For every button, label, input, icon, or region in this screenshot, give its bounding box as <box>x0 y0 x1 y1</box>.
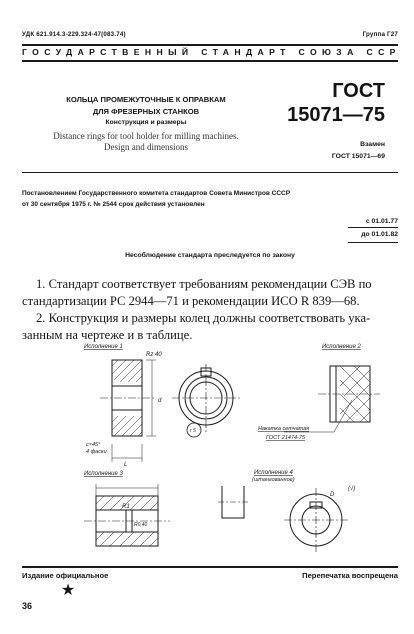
header-rule-bottom <box>22 60 398 62</box>
replaces-value: ГОСТ 15071—69 <box>331 153 385 160</box>
english-title-line-2: Design and dimensions <box>104 142 188 152</box>
dimension-d-keyway: D <box>330 492 335 498</box>
paragraph-1-line-1: 1. Стандарт соответствует требованиям рекомендации СЭВ по <box>36 277 372 291</box>
paragraph-1 <box>22 276 398 309</box>
gost-label: ГОСТ <box>332 80 385 102</box>
replaces-label: Взамен <box>360 141 385 148</box>
decree-line-2: от 30 сентября 1975 г. № 2544 срок действия установлен <box>22 201 205 208</box>
version-1-section <box>100 360 156 462</box>
title-line-1: КОЛЬЦА ПРОМЕЖУТОЧНЫЕ К ОПРАВКАМ <box>66 95 226 104</box>
roughness-symbol: (√) <box>348 486 356 492</box>
state-standard-banner: ГОСУДАРСТВЕННЫЙ СТАНДАРТ СОЮЗА ССР <box>22 47 401 57</box>
english-title-line-1: Distance rings for tool holder for milling machines. <box>53 131 239 141</box>
label-version-2: Исполнение 2 <box>322 344 361 350</box>
chamfer-count: 4 фаски <box>86 449 107 455</box>
version-4-front-view <box>284 488 348 552</box>
decree-line-1: Постановлением Государственного комитета стандартов Совета Министров СССР <box>22 190 291 197</box>
group-code: Группа Г27 <box>362 31 398 38</box>
document-subtitle: Конструкция и размеры <box>105 119 187 126</box>
legal-warning: Несоблюдение стандарта преследуется по закону <box>125 252 295 259</box>
title-line-2: ДЛЯ ФРЕЗЕРНЫХ СТАНКОВ <box>92 107 200 116</box>
udk-code: УДК 621.914.3-229.324-47(083.74) <box>22 31 126 38</box>
document-title <box>22 94 270 118</box>
version-2-knurled-ring <box>284 366 380 432</box>
dimension-d: d <box>158 398 162 404</box>
footer-rule <box>22 566 398 568</box>
version-4-keyway-detail <box>218 486 248 518</box>
header-rule-top <box>22 44 398 46</box>
version-1-front-view <box>172 364 240 437</box>
paragraph-2 <box>22 310 398 343</box>
decree-text <box>22 188 398 210</box>
paragraph-2-line-2: занным на чертеже и в таблице. <box>22 327 193 342</box>
version-3-section <box>84 484 170 546</box>
label-version-4: Исполнение 4 <box>254 470 293 476</box>
reprint-prohibited: Перепечатка воспрещена <box>302 571 398 580</box>
paragraph-1-line-2: стандартизации РС 2944—71 и рекомендации ИСО R 839—68. <box>22 293 360 308</box>
dimension-r: r 5 <box>190 428 196 434</box>
gost-number: 15071—75 <box>287 104 385 126</box>
title-rule <box>22 172 398 173</box>
star-mark: ★ <box>60 582 76 599</box>
paragraph-2-line-1: 2. Конструкция и размеры колец должны соответствовать ука- <box>36 311 371 325</box>
roughness-rz: Rz 40 <box>146 352 162 358</box>
dimension-r040: R0,40 <box>134 522 148 528</box>
validity-from-underline <box>348 227 398 228</box>
validity-from: с 01.01.77 <box>365 218 398 225</box>
page-number: 36 <box>22 601 33 611</box>
knurl-note: Накатка сетчатая <box>258 426 310 432</box>
validity-to: до 01.01.82 <box>361 231 398 238</box>
dimension-r1: R1 <box>122 504 130 510</box>
label-version-4-note: (штангованное) <box>252 477 295 483</box>
chamfer-dimension: c×45° <box>86 442 101 448</box>
technical-drawing <box>22 340 398 552</box>
knurl-standard: ГОСТ 21474-75 <box>266 435 306 441</box>
english-title <box>22 131 270 153</box>
official-edition: Издание официальное <box>22 571 109 580</box>
validity-to-underline <box>348 242 398 243</box>
label-version-1: Исполнение 1 <box>84 344 123 350</box>
dimension-l: L <box>124 462 128 468</box>
label-version-3: Исполнение 3 <box>84 471 123 477</box>
